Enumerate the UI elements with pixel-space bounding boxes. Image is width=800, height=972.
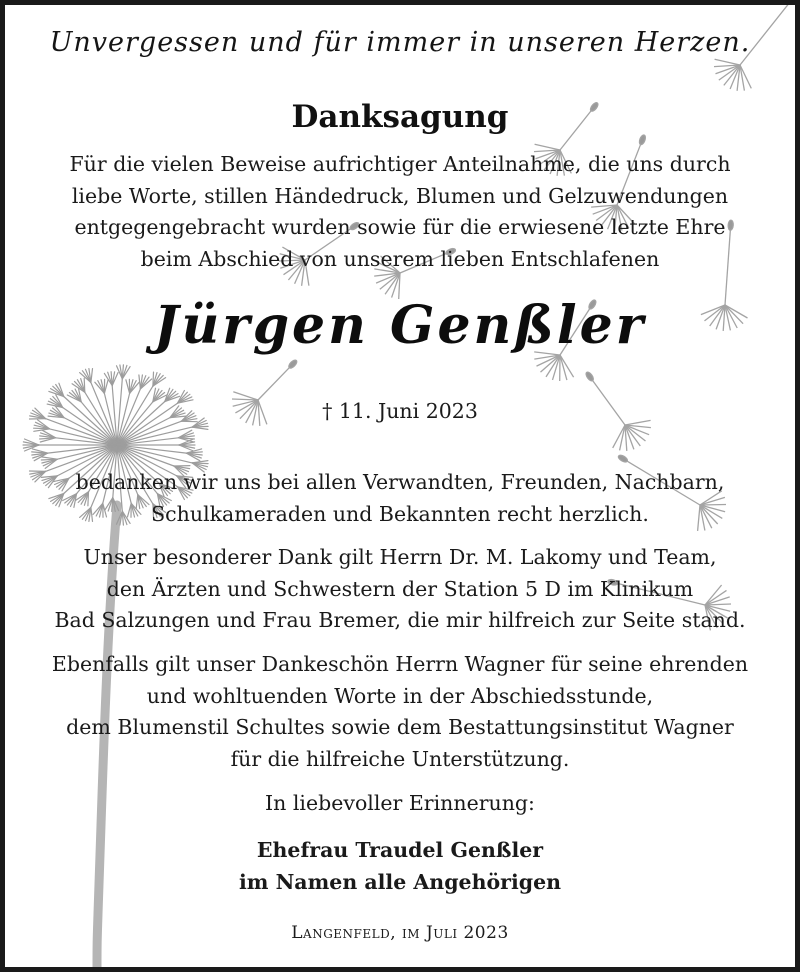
intro-paragraph <box>5 149 795 275</box>
page-title: Danksagung <box>291 99 509 135</box>
death-date: † 11. Juni 2023 <box>322 399 478 423</box>
signer-line: im Namen alle Angehörigen <box>238 869 562 894</box>
special-thanks-paragraph <box>5 542 795 637</box>
intro-line: beim Abschied von unserem lieben Entschlafenen <box>140 246 660 271</box>
further-thanks-line: und wohltuenden Worte in der Abschiedsstunde, <box>146 683 654 708</box>
special-thanks-line: Unser besonderer Dank gilt Herrn Dr. M. Lakomy und Team, <box>83 545 717 569</box>
signer-line: Ehefrau Traudel Genßler <box>256 838 544 862</box>
thanks-paragraph <box>5 467 795 530</box>
special-thanks-line: den Ärzten und Schwestern der Station 5 D im Klinikum <box>106 576 694 601</box>
further-thanks-line: dem Blumenstil Schultes sowie dem Bestattungsinstitut Wagner <box>66 715 734 739</box>
thanks-line: Schulkameraden und Bekannten recht herzlich. <box>151 501 649 526</box>
motto: Unvergessen und für immer in unseren Herzen. <box>49 27 751 58</box>
place-date: Langenfeld, im Juli 2023 <box>291 923 509 943</box>
closing-phrase: In liebevoller Erinnerung: <box>265 791 535 815</box>
further-thanks-line: Ebenfalls gilt unser Dankeschön Herrn Wagner für seine ehrenden <box>51 652 749 676</box>
further-thanks-paragraph <box>5 649 795 775</box>
signers <box>5 835 795 898</box>
notice-text <box>5 5 795 967</box>
special-thanks-line: Bad Salzungen und Frau Bremer, die mir hilfreich zur Seite stand. <box>54 608 746 632</box>
intro-line: Für die vielen Beweise aufrichtiger Anteilnahme, die uns durch <box>69 152 731 176</box>
intro-line: entgegengebracht wurden sowie für die erwiesene letzte Ehre <box>74 215 726 239</box>
thanks-line: bedanken wir uns bei allen Verwandten, Freunden, Nachbarn, <box>75 470 725 494</box>
further-thanks-line: für die hilfreiche Unterstützung. <box>230 746 570 771</box>
intro-line: liebe Worte, stillen Händedruck, Blumen und Gelzuwendungen <box>71 183 729 208</box>
deceased-name: Jürgen Genßler <box>153 295 647 356</box>
